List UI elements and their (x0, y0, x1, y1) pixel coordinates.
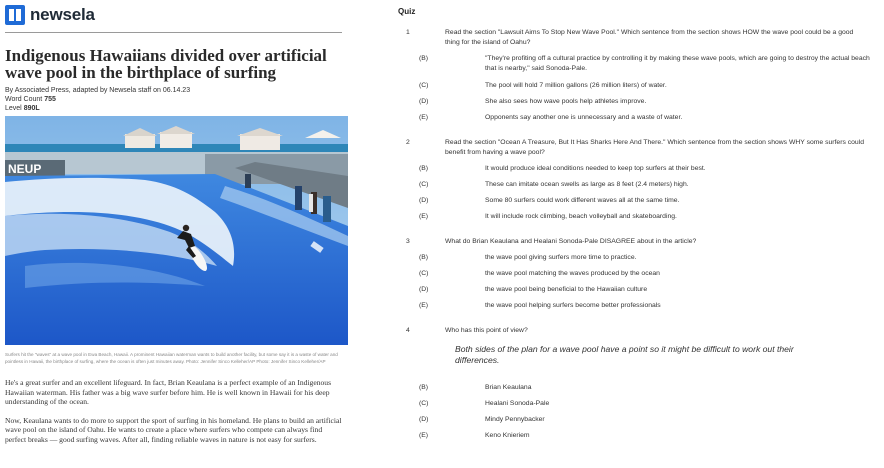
question-number: 3 (406, 238, 410, 245)
option-text: It will include rock climbing, beach volleyball and skateboarding. (485, 213, 677, 220)
article-paragraph: Now, Keaulana wants to do more to support the sport of surfing in his homeland. He plans to build an artificial wave pool on the island of Oahu. He wants to create a place where surfers who compete can always find perfect breaks — good surfing waves. After all, finding reliable waves in nature is not easy for surfers. (5, 415, 342, 444)
answer-option-e[interactable] (398, 212, 878, 222)
newsela-logo-icon (5, 5, 25, 25)
question-text: Read the section "Ocean A Treasure, But It Has Sharks Here And There." Which sentence from the section shows WHY some surfers could benefit from having a wave pool? (445, 139, 865, 156)
option-text: the wave pool matching the waves produced by the ocean (485, 270, 660, 277)
word-count-value: 755 (44, 96, 56, 103)
option-letter: (C) (419, 400, 429, 407)
question-text: Read the section "Lawsuit Aims To Stop New Wave Pool." Which sentence from the section shows HOW the wave pool could be a good thing for the island of Oahu? (445, 29, 854, 46)
answer-option-d[interactable] (398, 415, 878, 425)
reading-level (5, 104, 348, 113)
option-letter: (C) (419, 270, 429, 277)
quiz-panel (398, 7, 878, 439)
answer-option-b[interactable] (398, 253, 878, 263)
reading-level-value: 890L (23, 105, 40, 112)
option-text: She also sees how wave pools help athletes improve. (485, 98, 647, 105)
option-text: These can imitate ocean swells as large as 8 feet (2.4 meters) high. (485, 181, 689, 188)
option-text: Opponents say another one is unnecessary and a waste of water. (485, 114, 683, 121)
option-letter: (D) (419, 286, 429, 293)
newsela-logo[interactable] (5, 4, 348, 26)
option-letter: (B) (419, 254, 429, 261)
quiz-title: Quiz (398, 7, 416, 16)
wave-pool-photo (5, 116, 348, 345)
option-text: The pool will hold 7 million gallons (26 million liters) of water. (485, 82, 667, 89)
answer-option-c[interactable] (398, 269, 878, 279)
answer-option-b[interactable] (398, 54, 878, 72)
option-letter: (E) (419, 302, 429, 309)
option-letter: (D) (419, 197, 429, 204)
option-letter: (E) (419, 213, 429, 220)
point-of-view-quote: Both sides of the plan for a wave pool have a point so it might be difficult to work out their differences. (455, 344, 794, 365)
article-byline: By Associated Press, adapted by Newsela staff on 06.14.23 (5, 87, 191, 94)
option-letter: (B) (419, 55, 429, 62)
option-letter: (D) (419, 416, 429, 423)
question-number: 1 (406, 29, 410, 36)
question-number: 2 (406, 139, 410, 146)
article-paragraph: He's a great surfer and an excellent lifeguard. In fact, Brian Keaulana is a perfect example of an Indigenous Hawaiian waterman. His father was a big wave surfer before him. He is well known in Hawaii for his deep understanding of the ocean. (5, 378, 332, 406)
option-text: It would produce ideal conditions needed to keep top surfers at their best. (485, 165, 706, 172)
article-photo (5, 116, 348, 345)
option-text: the wave pool helping surfers become better professionals (485, 302, 661, 309)
reading-level-label: Level (5, 105, 22, 112)
option-text: the wave pool being beneficial to the Hawaiian culture (485, 286, 648, 293)
option-letter: (C) (419, 82, 429, 89)
answer-option-e[interactable] (398, 431, 878, 441)
option-letter: (D) (419, 98, 429, 105)
answer-option-c[interactable] (398, 81, 878, 91)
answer-option-c[interactable] (398, 399, 878, 409)
pool-wall-sign: NEUP (8, 162, 42, 176)
option-letter: (B) (419, 384, 429, 391)
answer-option-c[interactable] (398, 180, 878, 190)
answer-option-b[interactable] (398, 383, 878, 393)
answer-option-d[interactable] (398, 285, 878, 295)
option-text: Some 80 surfers could work different waves all at the same time. (485, 197, 680, 204)
option-text: the wave pool giving surfers more time to practice. (485, 254, 637, 261)
option-text: "They're profiting off a cultural practice by controlling it by making these wave pools, which are going to destroy the actual beach that is nearby," said Sonoda-Pale. (485, 55, 870, 72)
article-headline: Indigenous Hawaiians divided over artificial wave pool in the birthplace of surfing (5, 46, 327, 82)
answer-option-e[interactable] (398, 301, 878, 311)
option-text: Keno Knieriem (485, 432, 530, 439)
answer-option-d[interactable] (398, 97, 878, 107)
answer-option-e[interactable] (398, 113, 878, 123)
article-meta (5, 86, 348, 113)
option-letter: (B) (419, 165, 429, 172)
article (5, 4, 348, 444)
question-text: What do Brian Keaulana and Healani Sonoda-Pale DISAGREE about in the article? (445, 238, 697, 245)
option-letter: (E) (419, 114, 429, 121)
option-letter: (C) (419, 181, 429, 188)
newsela-wordmark: newsela (30, 5, 95, 24)
question-text: Who has this point of view? (445, 327, 528, 334)
option-letter: (E) (419, 432, 429, 439)
answer-option-d[interactable] (398, 196, 878, 206)
option-text: Healani Sonoda-Pale (485, 400, 550, 407)
word-count-label: Word Count (5, 96, 43, 103)
option-text: Brian Keaulana (485, 384, 532, 391)
question-number: 4 (406, 327, 410, 334)
word-count (5, 95, 348, 104)
header-divider (5, 32, 342, 33)
answer-option-b[interactable] (398, 164, 878, 174)
option-text: Mindy Pennybacker (485, 416, 545, 423)
photo-caption: Surfers hit the "waves" at a wave pool in Ewa Beach, Hawaii. A prominent Hawaiian waterman wants to build another facility, but some say it is a waste of water and pointless in Hawaii, the birthplace of surfing, where the ocean is often just minutes away. Photo: Jennifer Sinco Kelleher/AP Photo: Jennifer Sinco Kelleher/AP (5, 352, 338, 364)
